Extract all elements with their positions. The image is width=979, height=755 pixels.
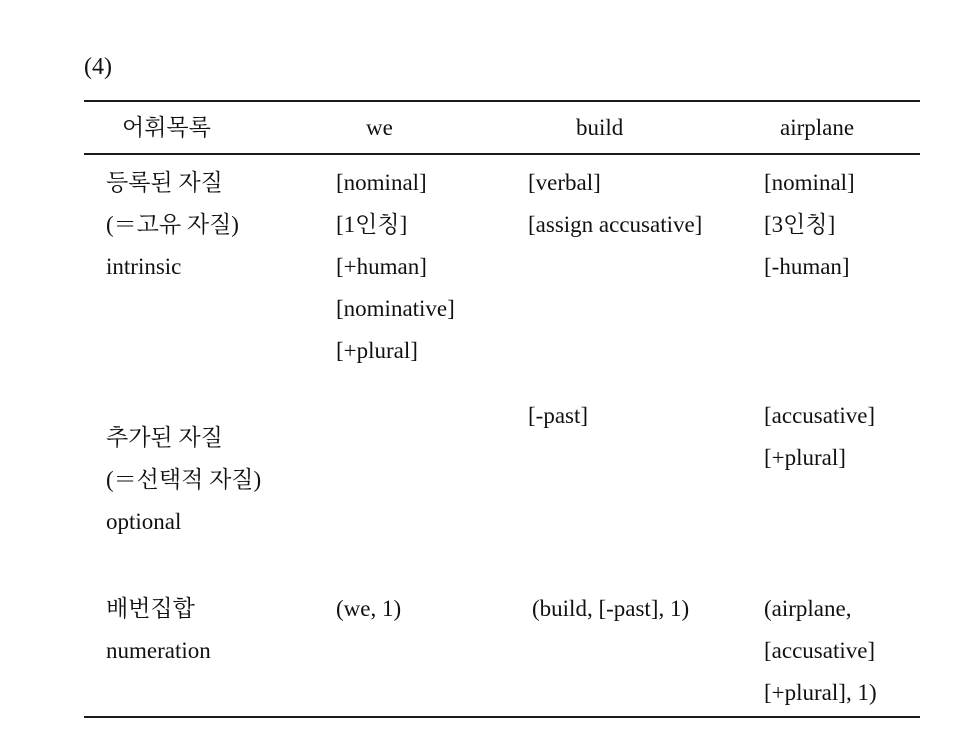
header-we: we <box>366 115 393 140</box>
feature: [+plural] <box>336 338 418 363</box>
numeration-entry: [+plural], 1) <box>764 680 877 705</box>
row-intrinsic-build <box>528 162 702 246</box>
row-numeration-build <box>532 588 689 630</box>
row-label-line: optional <box>106 509 182 534</box>
feature: [-past] <box>528 403 589 428</box>
numeration-entry: (we, 1) <box>336 596 402 621</box>
table-top-rule <box>84 100 920 102</box>
feature: [nominal] <box>764 170 855 195</box>
row-intrinsic-label <box>106 162 239 288</box>
row-label-line: (＝고유 자질) <box>106 212 239 237</box>
row-label-line: intrinsic <box>106 254 182 279</box>
feature: [assign accusative] <box>528 212 703 237</box>
row-numeration-airplane <box>764 588 877 714</box>
row-numeration-label <box>106 588 211 672</box>
row-label-line: 배번집합 <box>106 596 195 621</box>
table-header-rule <box>84 153 920 155</box>
row-optional-build <box>528 395 588 437</box>
row-optional-label <box>106 417 261 543</box>
feature: [3인칭] <box>764 212 836 237</box>
feature: [accusative] <box>764 403 876 428</box>
table-bottom-rule <box>84 716 920 718</box>
feature: [1인칭] <box>336 212 408 237</box>
numeration-entry: (airplane, <box>764 596 852 621</box>
header-build: build <box>576 115 624 140</box>
feature: [+plural] <box>764 445 846 470</box>
row-numeration-we <box>336 588 401 630</box>
feature: [nominal] <box>336 170 427 195</box>
row-intrinsic-we <box>336 162 455 372</box>
feature: [verbal] <box>528 170 601 195</box>
feature: [+human] <box>336 254 427 279</box>
row-intrinsic-airplane <box>764 162 855 288</box>
header-airplane: airplane <box>780 115 855 140</box>
row-optional-airplane <box>764 395 875 479</box>
numeration-entry: [accusative] <box>764 638 876 663</box>
row-label-line: 등록된 자질 <box>106 170 223 195</box>
row-label-line: 추가된 자질 <box>106 425 223 450</box>
feature: [nominative] <box>336 296 455 321</box>
header-lexicon: 어휘목록 <box>122 115 211 140</box>
example-number: (4) <box>84 54 112 80</box>
row-label-line: (＝선택적 자질) <box>106 467 262 492</box>
feature: [-human] <box>764 254 850 279</box>
row-label-line: numeration <box>106 638 211 663</box>
numeration-entry: (build, [-past], 1) <box>532 596 690 621</box>
